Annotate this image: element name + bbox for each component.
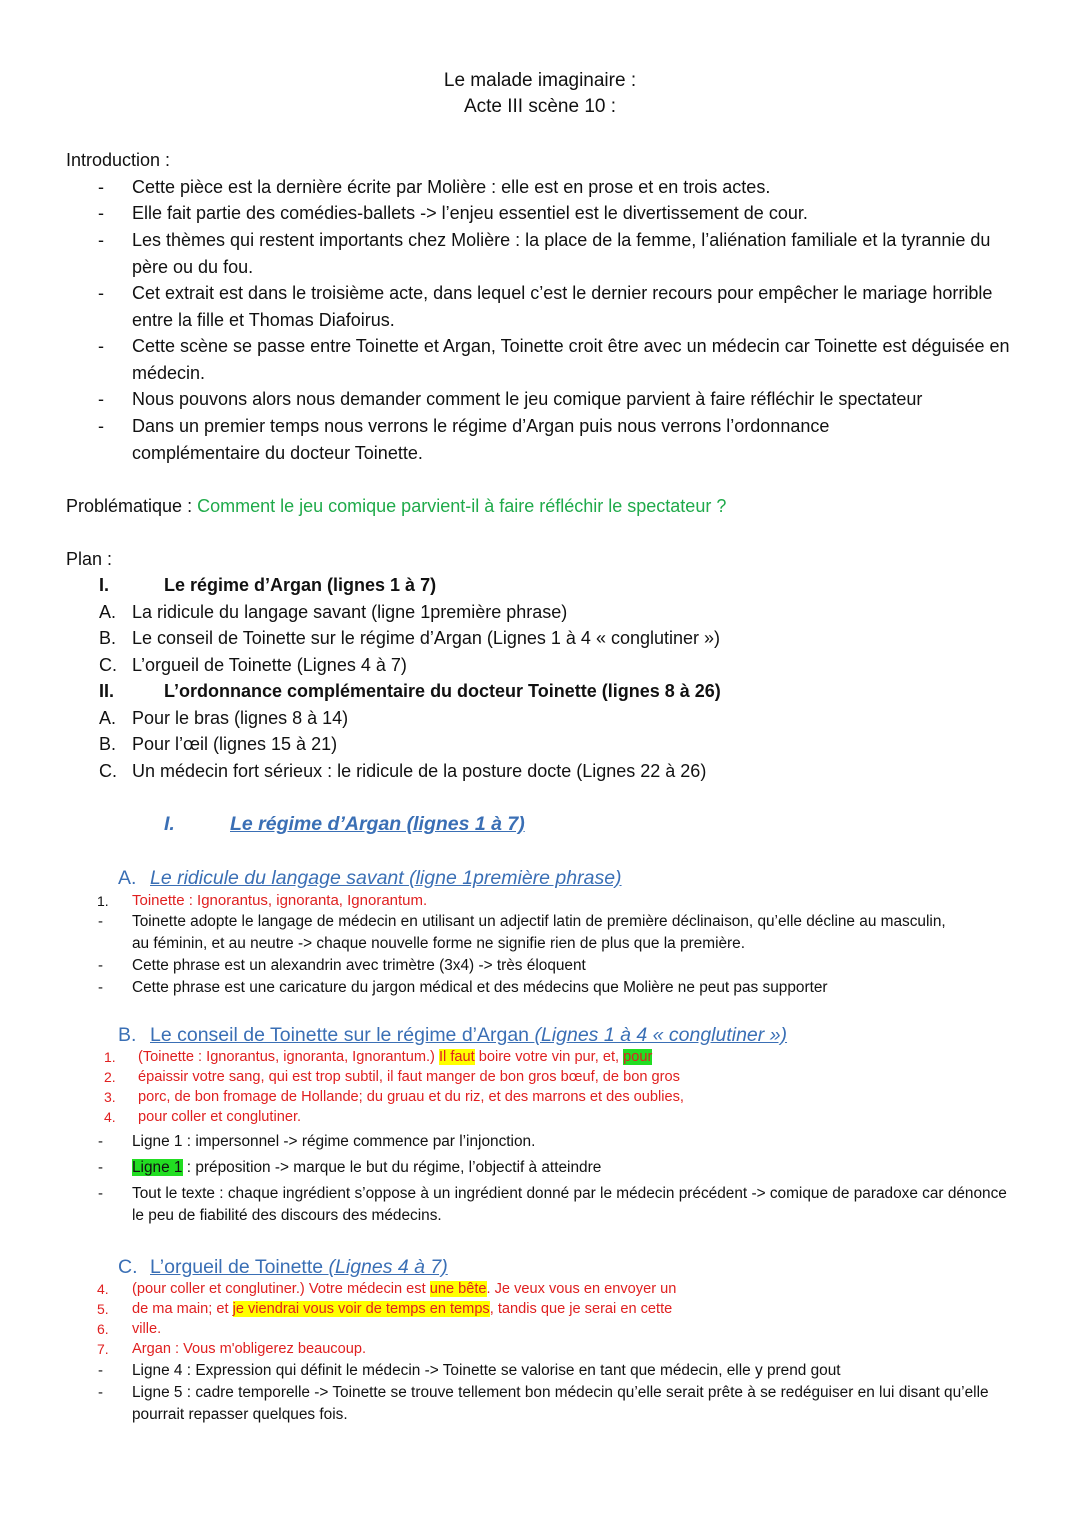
subB-bullet: Tout le texte : chaque ingrédient s’oppose à un ingrédient donné par le médecin précédent -> comique de paradoxe car dénonce le peu de fiabilité des discours des médecins.	[132, 1185, 1007, 1224]
bullet-dash: -	[98, 1133, 103, 1150]
excerpt-text: . Je veux vous en envoyer un	[486, 1281, 677, 1297]
subA-excerpt: Toinette : Ignorantus, ignoranta, Ignorantum.	[132, 892, 428, 909]
plan-item: Pour l’œil (lignes 15 à 21)	[132, 734, 338, 754]
excerpt-text: (pour coller et conglutiner.) Votre médecin est	[132, 1281, 430, 1297]
plan-item: Le conseil de Toinette sur le régime d’Argan (Lignes 1 à 4 « conglutiner »)	[132, 628, 721, 648]
document-title-line2: Acte III scène 10 :	[463, 96, 617, 117]
bullet-text: : préposition -> marque le but du régime, l’objectif à atteindre	[182, 1159, 602, 1176]
highlight-je-viendrai: je viendrai vous voir de temps en temps	[232, 1301, 490, 1317]
subC-title-lines: (Lignes 4 à 7)	[328, 1256, 448, 1278]
excerpt-line-number: 4.	[97, 1281, 109, 1297]
subB-excerpt-line4: pour coller et conglutiner.	[138, 1109, 302, 1125]
subB-bullet: Ligne 1 : impersonnel -> régime commence par l’injonction.	[132, 1133, 536, 1150]
excerpt-line-number: 1.	[104, 1049, 116, 1065]
highlight-une-bete: une bête	[429, 1281, 487, 1297]
subC-excerpt-line5	[132, 1300, 672, 1320]
highlight-pour: pour	[623, 1049, 653, 1065]
subA-bullet: Cette phrase est une caricature du jargon médical et des médecins que Molière ne peut pas supporter	[132, 979, 828, 996]
bullet-dash: -	[98, 1185, 103, 1202]
bullet-dash: -	[98, 913, 103, 930]
subA-bullet: Toinette adopte le langage de médecin en utilisant un adjectif latin de première déclinaison, qu’elle décline au masculin, au féminin, et au neutre -> chaque nouvelle forme ne signifie rien de plus que la première.	[132, 913, 946, 952]
intro-bullet: Nous pouvons alors nous demander comment le jeu comique parvient à faire réfléchir le spectateur	[132, 389, 923, 409]
problematique-question: Comment le jeu comique parvient-il à faire réfléchir le spectateur ?	[197, 496, 727, 516]
plan-item-letter: C.	[99, 655, 117, 675]
excerpt-line-number: 7.	[97, 1341, 109, 1357]
subA-letter: A.	[118, 867, 137, 889]
subB-title-lines: (Lignes 1 à 4 « conglutiner »)	[534, 1024, 788, 1046]
highlight-ligne-1: Ligne 1	[132, 1159, 183, 1176]
document-title-line1: Le malade imaginaire :	[443, 70, 637, 91]
subA-bullet: Cette phrase est un alexandrin avec trimètre (3x4) -> très éloquent	[132, 957, 586, 974]
intro-bullet: Dans un premier temps nous verrons le régime d’Argan puis nous verrons l’ordonnance complémentaire du docteur Toinette.	[132, 416, 830, 463]
intro-bullet: Les thèmes qui restent importants chez Molière : la place de la femme, l’aliénation familiale et la tyrannie du père ou du fou.	[132, 230, 991, 277]
subA-title: Le ridicule du langage savant (ligne 1première phrase)	[150, 867, 622, 889]
plan-part1-num: I.	[99, 575, 110, 595]
bullet-dash: -	[98, 957, 103, 974]
intro-bullet: Cet extrait est dans le troisième acte, dans lequel c’est le dernier recours pour empêcher le mariage horrible entre la fille et Thomas Diafoirus.	[132, 283, 993, 330]
subC-bullet: Ligne 4 : Expression qui définit le médecin -> Toinette se valorise en tant que médecin, elle y prend gout	[132, 1362, 841, 1379]
bullet-dash: -	[98, 1384, 103, 1401]
problematique	[66, 493, 726, 520]
subB-excerpt-line2: épaissir votre sang, qui est trop subtil, il faut manger de bon gros bœuf, de bon gros	[138, 1069, 680, 1085]
subB-excerpt-line3: porc, de bon fromage de Hollande; du gruau et du riz, et des marrons et des oublies,	[138, 1089, 684, 1105]
plan-item: Un médecin fort sérieux : le ridicule de la posture docte (Lignes 22 à 26)	[132, 761, 707, 781]
plan-item-letter: A.	[99, 708, 117, 728]
plan-part2-num: II.	[99, 681, 115, 701]
plan-item: La ridicule du langage savant (ligne 1première phrase)	[132, 602, 568, 622]
subB-bullet	[132, 1157, 1032, 1179]
plan-item: L’orgueil de Toinette (Lignes 4 à 7)	[132, 655, 407, 675]
subC-excerpt-line7: Argan : Vous m'obligerez beaucoup.	[132, 1341, 367, 1357]
plan-item: Pour le bras (lignes 8 à 14)	[132, 708, 349, 728]
subC-letter: C.	[118, 1256, 138, 1278]
excerpt-line-number: 6.	[97, 1321, 109, 1337]
subC-title-plain: L’orgueil de Toinette	[150, 1256, 329, 1278]
excerpt-line-number: 2.	[104, 1069, 116, 1085]
excerpt-line-number: 3.	[104, 1089, 116, 1105]
plan-item-letter: B.	[99, 734, 117, 754]
highlight-il-faut: Il faut	[438, 1049, 475, 1065]
section1-title: Le régime d’Argan (lignes 1 à 7)	[230, 813, 525, 835]
plan-item-letter: C.	[99, 761, 117, 781]
excerpt-text: , tandis que je serai en cette	[489, 1301, 673, 1317]
bullet-dash: -	[98, 979, 103, 996]
subC-title	[150, 1254, 448, 1280]
plan-part1-title: Le régime d’Argan (lignes 1 à 7)	[164, 575, 437, 595]
plan-item-letter: B.	[99, 628, 117, 648]
subB-title-plain: Le conseil de Toinette sur le régime d’Argan	[150, 1024, 535, 1046]
plan-item-letter: A.	[99, 602, 117, 622]
bullet-dash: -	[98, 283, 104, 303]
bullet-dash: -	[98, 336, 104, 356]
subC-excerpt-line4	[132, 1280, 676, 1300]
bullet-dash: -	[98, 230, 104, 250]
bullet-dash: -	[98, 416, 104, 436]
intro-bullet: Elle fait partie des comédies-ballets -> l’enjeu essentiel est le divertissement de cour.	[132, 203, 808, 223]
plan-part2-title: L’ordonnance complémentaire du docteur Toinette (lignes 8 à 26)	[164, 681, 721, 701]
excerpt-text: (Toinette : Ignorantus, ignoranta, Ignorantum.)	[138, 1049, 439, 1065]
excerpt-line-number: 1.	[97, 893, 109, 909]
excerpt-line-number: 4.	[104, 1109, 116, 1125]
excerpt-line-number: 5.	[97, 1301, 109, 1317]
bullet-dash: -	[98, 177, 104, 197]
intro-bullet: Cette scène se passe entre Toinette et Argan, Toinette croit être avec un médecin car Toinette est déguisée en médecin.	[132, 336, 1010, 383]
subC-excerpt-line6: ville.	[132, 1321, 162, 1337]
bullet-dash: -	[98, 389, 104, 409]
bullet-dash: -	[98, 1362, 103, 1379]
section1-num: I.	[164, 813, 175, 835]
bullet-dash: -	[98, 203, 104, 223]
subB-title	[150, 1022, 787, 1048]
plan-heading: Plan :	[66, 549, 113, 569]
problematique-label: Problématique :	[66, 496, 193, 516]
subB-excerpt-line1	[138, 1048, 652, 1068]
intro-bullet: Cette pièce est la dernière écrite par Molière : elle est en prose et en trois actes.	[132, 177, 771, 197]
subB-letter: B.	[118, 1024, 137, 1046]
excerpt-text: de ma main; et	[132, 1301, 233, 1317]
bullet-dash: -	[98, 1159, 103, 1176]
excerpt-text: boire votre vin pur, et,	[474, 1049, 624, 1065]
subC-bullet: Ligne 5 : cadre temporelle -> Toinette se trouve tellement bon médecin qu’elle serait prête à se redéguiser en lui disant qu’elle pourrait repasser quelques fois.	[132, 1384, 989, 1423]
intro-heading: Introduction :	[66, 150, 171, 170]
